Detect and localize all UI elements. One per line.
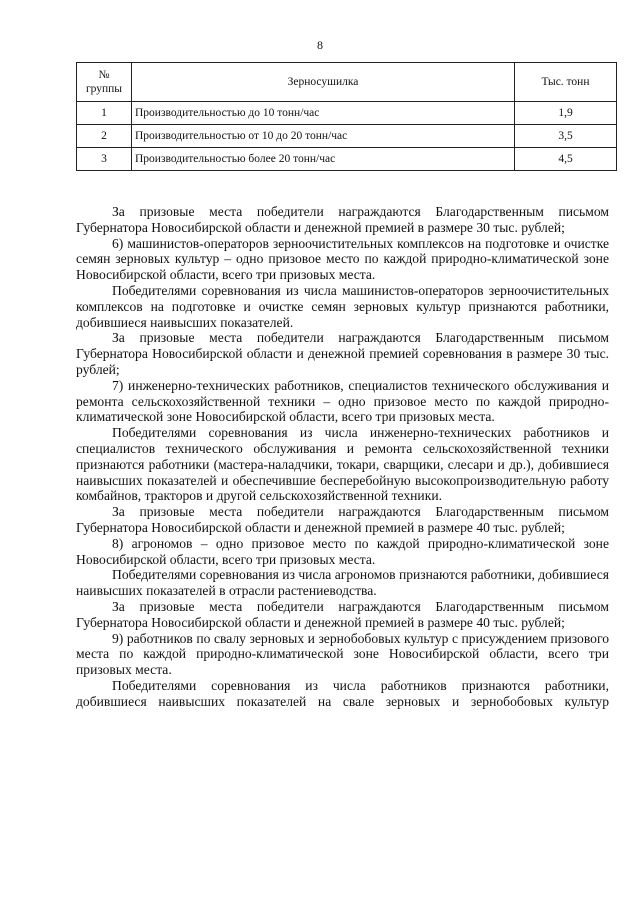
paragraph: За призовые места победители награждаются Благодарственным письмом Губернатора Новосибирской области и денежной премией в размере 30 тыс. рублей; (76, 204, 609, 235)
table-row (77, 125, 617, 148)
table-row (77, 148, 617, 171)
row-value: 3,5 (515, 125, 617, 148)
body-text (76, 204, 609, 710)
paragraph: За призовые места победители награждаются Благодарственным письмом Губернатора Новосибирской области и денежной премией соревнования в размере 30 тыс. рублей; (76, 330, 609, 377)
row-number: 3 (77, 148, 132, 171)
row-name: Производительностью до 10 тонн/час (132, 102, 515, 125)
dryer-table (76, 62, 617, 171)
row-name: Производительностью от 10 до 20 тонн/час (132, 125, 515, 148)
paragraph: За призовые места победители награждаются Благодарственным письмом Губернатора Новосибирской области и денежной премией в размере 40 тыс. рублей; (76, 504, 609, 535)
header-dryer: Зерносушилка (132, 63, 515, 102)
row-number: 2 (77, 125, 132, 148)
paragraph: 9) работников по свалу зерновых и зернобобовых культур с присуждением призового места по каждой природно-климатической зоне Новосибирской области, всего три призовых места. (76, 630, 609, 678)
paragraph: 8) агрономов – одно призовое место по каждой природно-климатической зоне Новосибирской области, всего три призовых места. (76, 535, 609, 567)
table-header-row (77, 63, 617, 102)
row-number: 1 (77, 102, 132, 125)
header-thousand-tons: Тыс. тонн (515, 63, 617, 102)
paragraph: Победителями соревнования из числа агрономов признаются работники, добившиеся наивысших показателей в отрасли растениеводства. (76, 567, 609, 599)
page-number: 8 (317, 38, 323, 52)
paragraph: За призовые места победители награждаются Благодарственным письмом Губернатора Новосибирской области и денежной премией в размере 40 тыс. рублей; (76, 598, 609, 630)
paragraph: Победителями соревнования из числа работников признаются работники, добившиеся наивысших показателей на свале зерновых и зернобобовых культур (76, 677, 609, 709)
header-group-number: № группы (77, 63, 132, 102)
paragraph: Победителями соревнования из числа машинистов-операторов зерноочистительных комплексов на подготовке и очистке семян зерновых культур признаются работники, добившиеся наивысших показателей. (76, 282, 609, 330)
paragraph: 7) инженерно-технических работников, специалистов технического обслуживания и ремонта сельскохозяйственной техники – одно призовое место по каждой природно-климатической зоне Новосибирской области, всего три призовых места. (76, 377, 609, 425)
row-value: 1,9 (515, 102, 617, 125)
row-name: Производительностью более 20 тонн/час (132, 148, 515, 171)
row-value: 4,5 (515, 148, 617, 171)
table-row (77, 102, 617, 125)
paragraph: 6) машинистов-операторов зерноочистительных комплексов на подготовке и очистке семян зерновых культур – одно призовое место по каждой природно-климатической зоне Новосибирской области, всего три призовых места. (76, 235, 609, 283)
paragraph: Победителями соревнования из числа инженерно-технических работников и специалистов технического обслуживания и ремонта сельскохозяйственной техники признаются работники (мастера-наладчики, токари, сварщики, слесари и др.), добившиеся наивысших показателей и обеспечившие бесперебойную высокопроизводительную работу комбайнов, тракторов и другой сельскохозяйственной техники. (76, 425, 609, 504)
